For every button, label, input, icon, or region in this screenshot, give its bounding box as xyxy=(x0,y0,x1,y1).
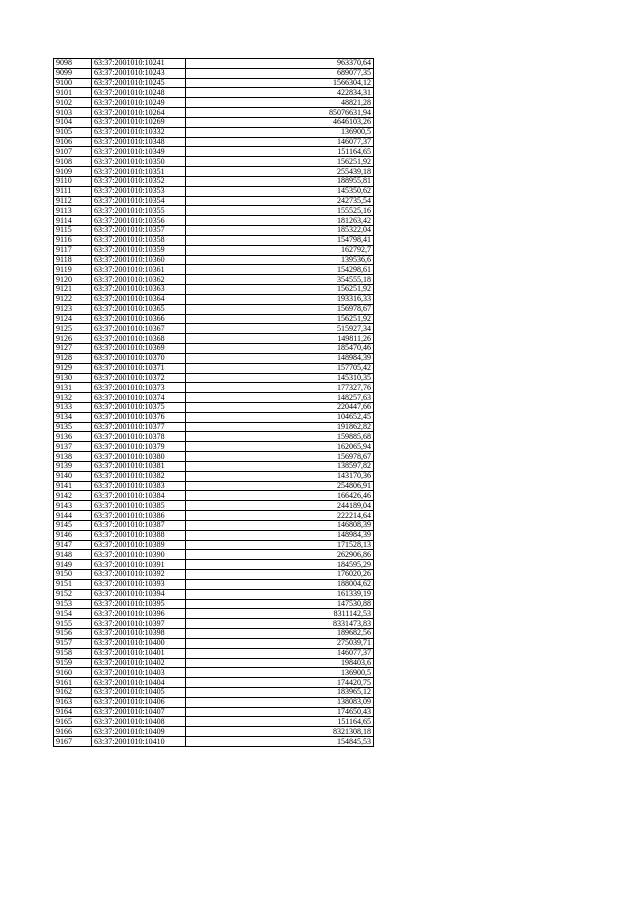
table-row xyxy=(54,648,374,658)
cadastral-number-cell: 63:37:2001010:10350 xyxy=(92,157,186,167)
table-row xyxy=(54,186,374,196)
cadastral-number-cell: 63:37:2001010:10407 xyxy=(92,707,186,717)
table-row xyxy=(54,638,374,648)
cadastral-value-cell: 154798,41 xyxy=(186,235,374,245)
cadastral-value-cell: 193316,33 xyxy=(186,294,374,304)
cadastral-value-cell: 689077,35 xyxy=(186,68,374,78)
row-number-cell: 9167 xyxy=(54,737,92,747)
cadastral-value-cell: 162792,7 xyxy=(186,245,374,255)
cadastral-value-cell: 151164,65 xyxy=(186,717,374,727)
cadastral-value-cell: 176020,26 xyxy=(186,570,374,580)
cadastral-number-cell: 63:37:2001010:10378 xyxy=(92,432,186,442)
row-number-cell: 9141 xyxy=(54,481,92,491)
row-number-cell: 9102 xyxy=(54,98,92,108)
row-number-cell: 9162 xyxy=(54,688,92,698)
table-row xyxy=(54,589,374,599)
table-row xyxy=(54,668,374,678)
table-row xyxy=(54,373,374,383)
cadastral-number-cell: 63:37:2001010:10400 xyxy=(92,638,186,648)
cadastral-value-cell: 154298,61 xyxy=(186,265,374,275)
cadastral-number-cell: 63:37:2001010:10409 xyxy=(92,727,186,737)
cadastral-number-cell: 63:37:2001010:10392 xyxy=(92,570,186,580)
cadastral-value-cell: 148984,39 xyxy=(186,353,374,363)
table-row xyxy=(54,314,374,324)
cadastral-value-cell: 154845,53 xyxy=(186,737,374,747)
cadastral-value-cell: 220447,66 xyxy=(186,402,374,412)
cadastral-value-cell: 104652,45 xyxy=(186,412,374,422)
cadastral-value-cell: 254806,91 xyxy=(186,481,374,491)
table-row xyxy=(54,294,374,304)
cadastral-number-cell: 63:37:2001010:10377 xyxy=(92,422,186,432)
row-number-cell: 9124 xyxy=(54,314,92,324)
row-number-cell: 9113 xyxy=(54,206,92,216)
table-row xyxy=(54,540,374,550)
cadastral-value-cell: 146077,37 xyxy=(186,648,374,658)
table-row xyxy=(54,491,374,501)
row-number-cell: 9159 xyxy=(54,658,92,668)
cadastral-value-cell: 4646103,26 xyxy=(186,117,374,127)
row-number-cell: 9119 xyxy=(54,265,92,275)
cadastral-number-cell: 63:37:2001010:10397 xyxy=(92,619,186,629)
cadastral-number-cell: 63:37:2001010:10394 xyxy=(92,589,186,599)
row-number-cell: 9129 xyxy=(54,363,92,373)
cadastral-number-cell: 63:37:2001010:10269 xyxy=(92,117,186,127)
table-row xyxy=(54,167,374,177)
cadastral-value-cell: 174420,75 xyxy=(186,678,374,688)
row-number-cell: 9108 xyxy=(54,157,92,167)
cadastral-value-cell: 262906,86 xyxy=(186,550,374,560)
cadastral-number-cell: 63:37:2001010:10383 xyxy=(92,481,186,491)
cadastral-value-cell: 162065,94 xyxy=(186,442,374,452)
row-number-cell: 9115 xyxy=(54,226,92,236)
row-number-cell: 9153 xyxy=(54,599,92,609)
cadastral-number-cell: 63:37:2001010:10379 xyxy=(92,442,186,452)
table-row xyxy=(54,481,374,491)
cadastral-number-cell: 63:37:2001010:10358 xyxy=(92,235,186,245)
cadastral-value-cell: 354555,18 xyxy=(186,275,374,285)
table-row xyxy=(54,530,374,540)
cadastral-value-cell: 275039,71 xyxy=(186,638,374,648)
row-number-cell: 9135 xyxy=(54,422,92,432)
cadastral-number-cell: 63:37:2001010:10353 xyxy=(92,186,186,196)
cadastral-value-cell: 157705,42 xyxy=(186,363,374,373)
cadastral-number-cell: 63:37:2001010:10389 xyxy=(92,540,186,550)
cadastral-value-cell: 138597,82 xyxy=(186,461,374,471)
cadastral-number-cell: 63:37:2001010:10376 xyxy=(92,412,186,422)
cadastral-number-cell: 63:37:2001010:10385 xyxy=(92,501,186,511)
cadastral-number-cell: 63:37:2001010:10361 xyxy=(92,265,186,275)
row-number-cell: 9152 xyxy=(54,589,92,599)
table-row xyxy=(54,176,374,186)
table-row xyxy=(54,98,374,108)
cadastral-number-cell: 63:37:2001010:10396 xyxy=(92,609,186,619)
table-row xyxy=(54,570,374,580)
table-row xyxy=(54,383,374,393)
cadastral-number-cell: 63:37:2001010:10368 xyxy=(92,334,186,344)
cadastral-number-cell: 63:37:2001010:10384 xyxy=(92,491,186,501)
cadastral-value-cell: 255439,18 xyxy=(186,167,374,177)
cadastral-value-cell: 222214,64 xyxy=(186,511,374,521)
table-row xyxy=(54,609,374,619)
cadastral-number-cell: 63:37:2001010:10363 xyxy=(92,285,186,295)
cadastral-value-cell: 138083,09 xyxy=(186,697,374,707)
cadastral-value-cell: 161339,19 xyxy=(186,589,374,599)
table-row xyxy=(54,629,374,639)
cadastral-value-cell: 156978,67 xyxy=(186,304,374,314)
cadastral-number-cell: 63:37:2001010:10249 xyxy=(92,98,186,108)
table-row xyxy=(54,599,374,609)
cadastral-value-cell: 177327,76 xyxy=(186,383,374,393)
table-row xyxy=(54,78,374,88)
cadastral-value-cell: 148984,39 xyxy=(186,530,374,540)
row-number-cell: 9098 xyxy=(54,59,92,69)
cadastral-number-cell: 63:37:2001010:10408 xyxy=(92,717,186,727)
cadastral-value-cell: 242735,54 xyxy=(186,196,374,206)
table-row xyxy=(54,334,374,344)
cadastral-number-cell: 63:37:2001010:10405 xyxy=(92,688,186,698)
cadastral-value-cell: 8331473,83 xyxy=(186,619,374,629)
cadastral-value-cell: 181263,42 xyxy=(186,216,374,226)
cadastral-number-cell: 63:37:2001010:10352 xyxy=(92,176,186,186)
row-number-cell: 9117 xyxy=(54,245,92,255)
cadastral-number-cell: 63:37:2001010:10402 xyxy=(92,658,186,668)
cadastral-value-cell: 147530,88 xyxy=(186,599,374,609)
row-number-cell: 9145 xyxy=(54,520,92,530)
cadastral-number-cell: 63:37:2001010:10248 xyxy=(92,88,186,98)
cadastral-value-cell: 8321308,18 xyxy=(186,727,374,737)
cadastral-number-cell: 63:37:2001010:10388 xyxy=(92,530,186,540)
table-row xyxy=(54,707,374,717)
table-row xyxy=(54,245,374,255)
table-row xyxy=(54,550,374,560)
cadastral-value-cell: 174650,43 xyxy=(186,707,374,717)
cadastral-value-cell: 156978,67 xyxy=(186,452,374,462)
table-row xyxy=(54,412,374,422)
table-row xyxy=(54,471,374,481)
row-number-cell: 9155 xyxy=(54,619,92,629)
cadastral-value-cell: 156251,92 xyxy=(186,157,374,167)
cadastral-number-cell: 63:37:2001010:10381 xyxy=(92,461,186,471)
row-number-cell: 9099 xyxy=(54,68,92,78)
row-number-cell: 9104 xyxy=(54,117,92,127)
cadastral-number-cell: 63:37:2001010:10245 xyxy=(92,78,186,88)
cadastral-value-cell: 188955,81 xyxy=(186,176,374,186)
table-row xyxy=(54,265,374,275)
row-number-cell: 9120 xyxy=(54,275,92,285)
cadastral-number-cell: 63:37:2001010:10355 xyxy=(92,206,186,216)
cadastral-number-cell: 63:37:2001010:10373 xyxy=(92,383,186,393)
row-number-cell: 9142 xyxy=(54,491,92,501)
cadastral-value-cell: 515927,34 xyxy=(186,324,374,334)
cadastral-value-cell: 148257,63 xyxy=(186,393,374,403)
table-row xyxy=(54,432,374,442)
row-number-cell: 9114 xyxy=(54,216,92,226)
table-row xyxy=(54,275,374,285)
table-row xyxy=(54,422,374,432)
row-number-cell: 9166 xyxy=(54,727,92,737)
cadastral-value-cell: 136900,5 xyxy=(186,668,374,678)
cadastral-number-cell: 63:37:2001010:10371 xyxy=(92,363,186,373)
row-number-cell: 9105 xyxy=(54,127,92,137)
cadastral-number-cell: 63:37:2001010:10380 xyxy=(92,452,186,462)
cadastral-value-cell: 244189,04 xyxy=(186,501,374,511)
table-row xyxy=(54,697,374,707)
table-row xyxy=(54,560,374,570)
table-row xyxy=(54,235,374,245)
cadastral-number-cell: 63:37:2001010:10365 xyxy=(92,304,186,314)
cadastral-value-cell: 155525,16 xyxy=(186,206,374,216)
row-number-cell: 9109 xyxy=(54,167,92,177)
cadastral-value-cell: 136900,5 xyxy=(186,127,374,137)
cadastral-number-cell: 63:37:2001010:10367 xyxy=(92,324,186,334)
cadastral-value-cell: 139536,6 xyxy=(186,255,374,265)
table-row xyxy=(54,520,374,530)
cadastral-number-cell: 63:37:2001010:10357 xyxy=(92,226,186,236)
row-number-cell: 9134 xyxy=(54,412,92,422)
cadastral-number-cell: 63:37:2001010:10390 xyxy=(92,550,186,560)
table-row xyxy=(54,727,374,737)
cadastral-number-cell: 63:37:2001010:10386 xyxy=(92,511,186,521)
cadastral-number-cell: 63:37:2001010:10364 xyxy=(92,294,186,304)
cadastral-number-cell: 63:37:2001010:10382 xyxy=(92,471,186,481)
row-number-cell: 9103 xyxy=(54,108,92,118)
cadastral-number-cell: 63:37:2001010:10369 xyxy=(92,344,186,354)
cadastral-number-cell: 63:37:2001010:10410 xyxy=(92,737,186,747)
table-row xyxy=(54,402,374,412)
row-number-cell: 9139 xyxy=(54,461,92,471)
row-number-cell: 9137 xyxy=(54,442,92,452)
table-row xyxy=(54,393,374,403)
row-number-cell: 9164 xyxy=(54,707,92,717)
row-number-cell: 9148 xyxy=(54,550,92,560)
row-number-cell: 9136 xyxy=(54,432,92,442)
row-number-cell: 9133 xyxy=(54,402,92,412)
row-number-cell: 9130 xyxy=(54,373,92,383)
cadastral-number-cell: 63:37:2001010:10401 xyxy=(92,648,186,658)
table-row xyxy=(54,678,374,688)
table-row xyxy=(54,59,374,69)
table-row xyxy=(54,579,374,589)
table-row xyxy=(54,304,374,314)
row-number-cell: 9160 xyxy=(54,668,92,678)
cadastral-number-cell: 63:37:2001010:10354 xyxy=(92,196,186,206)
cadastral-value-cell: 159885,68 xyxy=(186,432,374,442)
row-number-cell: 9100 xyxy=(54,78,92,88)
row-number-cell: 9121 xyxy=(54,285,92,295)
cadastral-value-cell: 189682,56 xyxy=(186,629,374,639)
table-row xyxy=(54,88,374,98)
table-row xyxy=(54,226,374,236)
cadastral-value-cell: 185470,46 xyxy=(186,344,374,354)
cadastral-value-cell: 149811,26 xyxy=(186,334,374,344)
table-row xyxy=(54,127,374,137)
cadastral-number-cell: 63:37:2001010:10349 xyxy=(92,147,186,157)
cadastral-value-cell: 156251,92 xyxy=(186,285,374,295)
cadastral-value-cell: 145350,62 xyxy=(186,186,374,196)
cadastral-value-cell: 156251,92 xyxy=(186,314,374,324)
cadastral-number-cell: 63:37:2001010:10391 xyxy=(92,560,186,570)
cadastral-value-cell: 185322,04 xyxy=(186,226,374,236)
table-row xyxy=(54,363,374,373)
table-row xyxy=(54,353,374,363)
cadastral-value-cell: 198403,6 xyxy=(186,658,374,668)
cadastral-number-cell: 63:37:2001010:10404 xyxy=(92,678,186,688)
cadastral-value-cell: 183965,12 xyxy=(186,688,374,698)
table-row xyxy=(54,452,374,462)
table-row xyxy=(54,344,374,354)
row-number-cell: 9161 xyxy=(54,678,92,688)
cadastral-number-cell: 63:37:2001010:10351 xyxy=(92,167,186,177)
row-number-cell: 9144 xyxy=(54,511,92,521)
cadastral-number-cell: 63:37:2001010:10398 xyxy=(92,629,186,639)
row-number-cell: 9123 xyxy=(54,304,92,314)
table-body xyxy=(54,59,374,747)
table-row xyxy=(54,511,374,521)
row-number-cell: 9107 xyxy=(54,147,92,157)
cadastral-number-cell: 63:37:2001010:10387 xyxy=(92,520,186,530)
cadastral-value-cell: 963370,64 xyxy=(186,59,374,69)
table-row xyxy=(54,255,374,265)
table-row xyxy=(54,442,374,452)
row-number-cell: 9111 xyxy=(54,186,92,196)
table-row xyxy=(54,196,374,206)
row-number-cell: 9147 xyxy=(54,540,92,550)
row-number-cell: 9127 xyxy=(54,344,92,354)
cadastral-number-cell: 63:37:2001010:10372 xyxy=(92,373,186,383)
cadastral-number-cell: 63:37:2001010:10348 xyxy=(92,137,186,147)
row-number-cell: 9140 xyxy=(54,471,92,481)
table-row xyxy=(54,688,374,698)
row-number-cell: 9163 xyxy=(54,697,92,707)
cadastral-value-cell: 146808,39 xyxy=(186,520,374,530)
cadastral-number-cell: 63:37:2001010:10370 xyxy=(92,353,186,363)
row-number-cell: 9157 xyxy=(54,638,92,648)
cadastral-number-cell: 63:37:2001010:10374 xyxy=(92,393,186,403)
row-number-cell: 9151 xyxy=(54,579,92,589)
table-row xyxy=(54,737,374,747)
cadastral-value-cell: 146077,37 xyxy=(186,137,374,147)
cadastral-number-cell: 63:37:2001010:10395 xyxy=(92,599,186,609)
row-number-cell: 9116 xyxy=(54,235,92,245)
row-number-cell: 9128 xyxy=(54,353,92,363)
row-number-cell: 9143 xyxy=(54,501,92,511)
row-number-cell: 9132 xyxy=(54,393,92,403)
row-number-cell: 9112 xyxy=(54,196,92,206)
cadastral-value-cell: 8311142,53 xyxy=(186,609,374,619)
table-row xyxy=(54,108,374,118)
cadastral-value-cell: 85076631,94 xyxy=(186,108,374,118)
table-row xyxy=(54,324,374,334)
cadastral-number-cell: 63:37:2001010:10356 xyxy=(92,216,186,226)
cadastral-number-cell: 63:37:2001010:10366 xyxy=(92,314,186,324)
cadastral-value-cell: 171528,13 xyxy=(186,540,374,550)
cadastral-value-cell: 143170,36 xyxy=(186,471,374,481)
row-number-cell: 9138 xyxy=(54,452,92,462)
row-number-cell: 9101 xyxy=(54,88,92,98)
row-number-cell: 9126 xyxy=(54,334,92,344)
table-row xyxy=(54,216,374,226)
table-row xyxy=(54,717,374,727)
cadastral-value-cell: 191862,82 xyxy=(186,422,374,432)
cadastral-value-cell: 188004,62 xyxy=(186,579,374,589)
table-row xyxy=(54,206,374,216)
row-number-cell: 9149 xyxy=(54,560,92,570)
cadastral-number-cell: 63:37:2001010:10360 xyxy=(92,255,186,265)
table-row xyxy=(54,68,374,78)
row-number-cell: 9125 xyxy=(54,324,92,334)
cadastral-number-cell: 63:37:2001010:10241 xyxy=(92,59,186,69)
row-number-cell: 9156 xyxy=(54,629,92,639)
table-row xyxy=(54,461,374,471)
cadastral-number-cell: 63:37:2001010:10332 xyxy=(92,127,186,137)
cadastral-number-cell: 63:37:2001010:10243 xyxy=(92,68,186,78)
row-number-cell: 9158 xyxy=(54,648,92,658)
cadastral-value-cell: 184595,29 xyxy=(186,560,374,570)
table-row xyxy=(54,501,374,511)
row-number-cell: 9146 xyxy=(54,530,92,540)
cadastral-number-cell: 63:37:2001010:10393 xyxy=(92,579,186,589)
table-row xyxy=(54,285,374,295)
cadastral-value-table xyxy=(53,58,374,747)
row-number-cell: 9122 xyxy=(54,294,92,304)
cadastral-value-cell: 151164,65 xyxy=(186,147,374,157)
cadastral-value-cell: 422834,31 xyxy=(186,88,374,98)
cadastral-number-cell: 63:37:2001010:10264 xyxy=(92,108,186,118)
row-number-cell: 9106 xyxy=(54,137,92,147)
table-row xyxy=(54,137,374,147)
table-row xyxy=(54,658,374,668)
table-row xyxy=(54,117,374,127)
cadastral-value-cell: 145310,35 xyxy=(186,373,374,383)
cadastral-number-cell: 63:37:2001010:10375 xyxy=(92,402,186,412)
row-number-cell: 9150 xyxy=(54,570,92,580)
row-number-cell: 9165 xyxy=(54,717,92,727)
cadastral-number-cell: 63:37:2001010:10359 xyxy=(92,245,186,255)
cadastral-value-cell: 166426,46 xyxy=(186,491,374,501)
cadastral-value-cell: 1566304,12 xyxy=(186,78,374,88)
cadastral-value-cell: 48821,28 xyxy=(186,98,374,108)
row-number-cell: 9110 xyxy=(54,176,92,186)
table-row xyxy=(54,619,374,629)
row-number-cell: 9154 xyxy=(54,609,92,619)
cadastral-number-cell: 63:37:2001010:10403 xyxy=(92,668,186,678)
cadastral-number-cell: 63:37:2001010:10362 xyxy=(92,275,186,285)
table-row xyxy=(54,157,374,167)
row-number-cell: 9131 xyxy=(54,383,92,393)
row-number-cell: 9118 xyxy=(54,255,92,265)
cadastral-number-cell: 63:37:2001010:10406 xyxy=(92,697,186,707)
table-row xyxy=(54,147,374,157)
